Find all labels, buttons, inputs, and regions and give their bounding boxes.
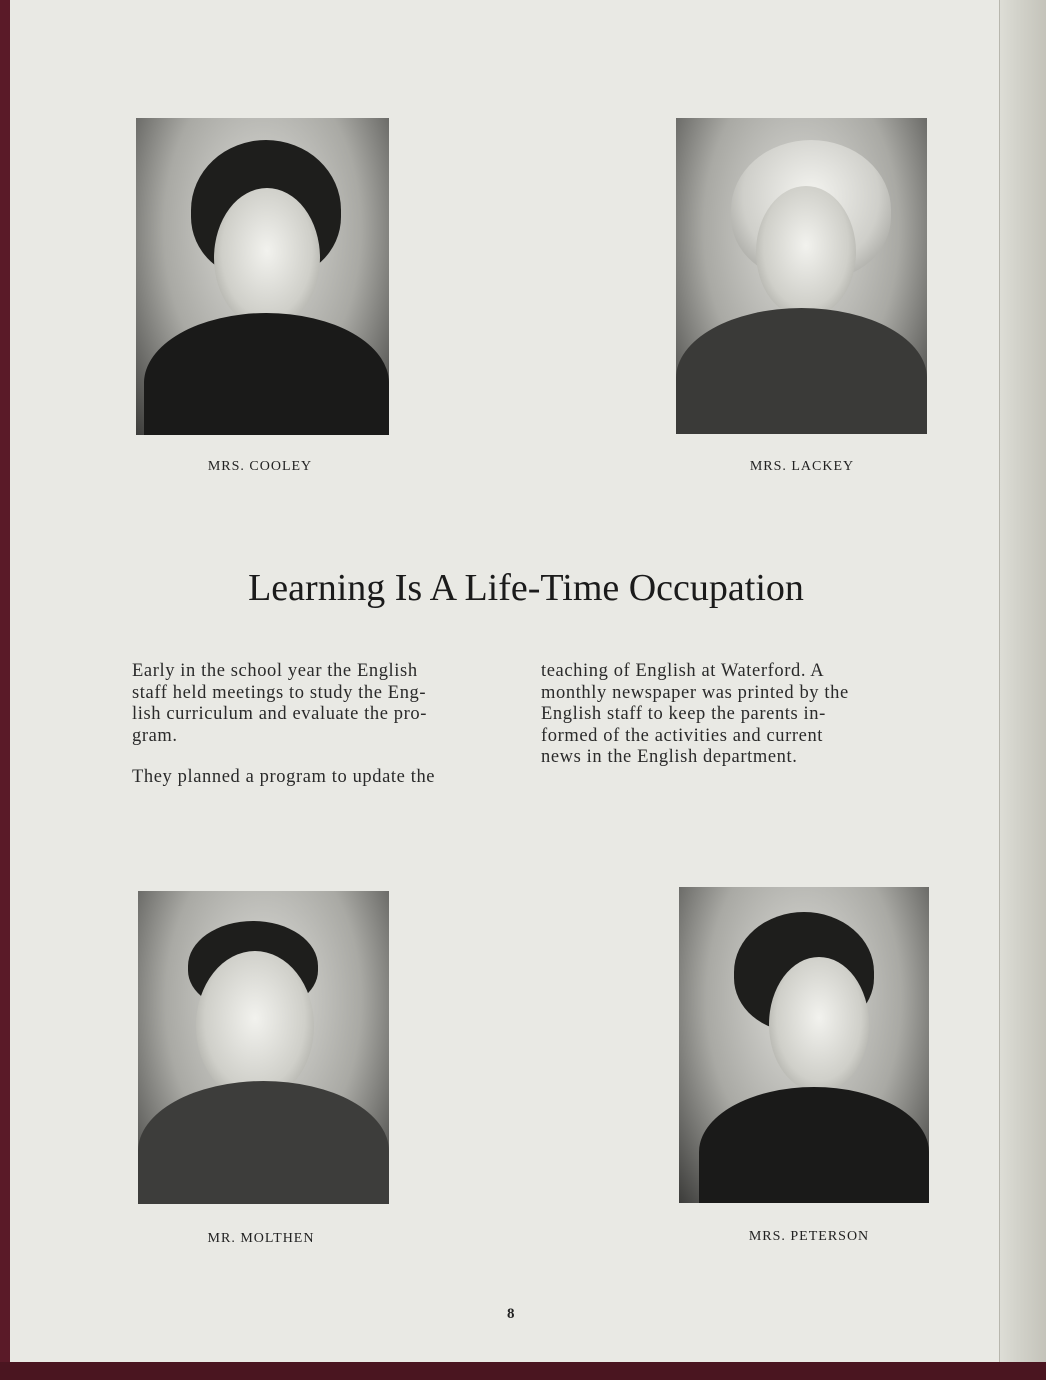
book-cover-edge	[0, 1362, 1046, 1380]
portrait-cooley	[136, 118, 389, 435]
paragraph-2	[132, 767, 512, 789]
article-column-1	[132, 661, 512, 809]
caption-peterson: MRS. PETERSON	[748, 1229, 870, 1244]
caption-cooley: MRS. COOLEY	[207, 459, 313, 474]
portrait-lackey	[676, 118, 927, 434]
text-line: Early in the school year the English	[132, 661, 418, 681]
page-edge	[999, 0, 1046, 1380]
paragraph-1	[132, 661, 512, 747]
text-line: news in the English department.	[541, 747, 798, 767]
caption-lackey: MRS. LACKEY	[749, 459, 855, 474]
page-number: 8	[507, 1306, 515, 1322]
text-line: lish curriculum and evaluate the pro-	[132, 704, 427, 724]
text-line: gram.	[132, 725, 178, 746]
paragraph-3	[541, 661, 931, 769]
text-line: They planned a program to update the	[132, 767, 436, 787]
article-column-2	[541, 661, 931, 789]
text-line: monthly newspaper was printed by the	[541, 682, 849, 703]
caption-molthen: MR. MOLTHEN	[207, 1231, 315, 1246]
text-line: teaching of English at Waterford. A	[541, 661, 825, 681]
portrait-peterson	[679, 887, 929, 1203]
text-line: staff held meetings to study the Eng-	[132, 682, 427, 703]
article-title: Learning Is A Life-Time Occupation	[248, 567, 804, 609]
text-line: English staff to keep the parents in-	[541, 704, 826, 724]
text-line: formed of the activities and current	[541, 725, 824, 746]
portrait-molthen	[138, 891, 389, 1204]
